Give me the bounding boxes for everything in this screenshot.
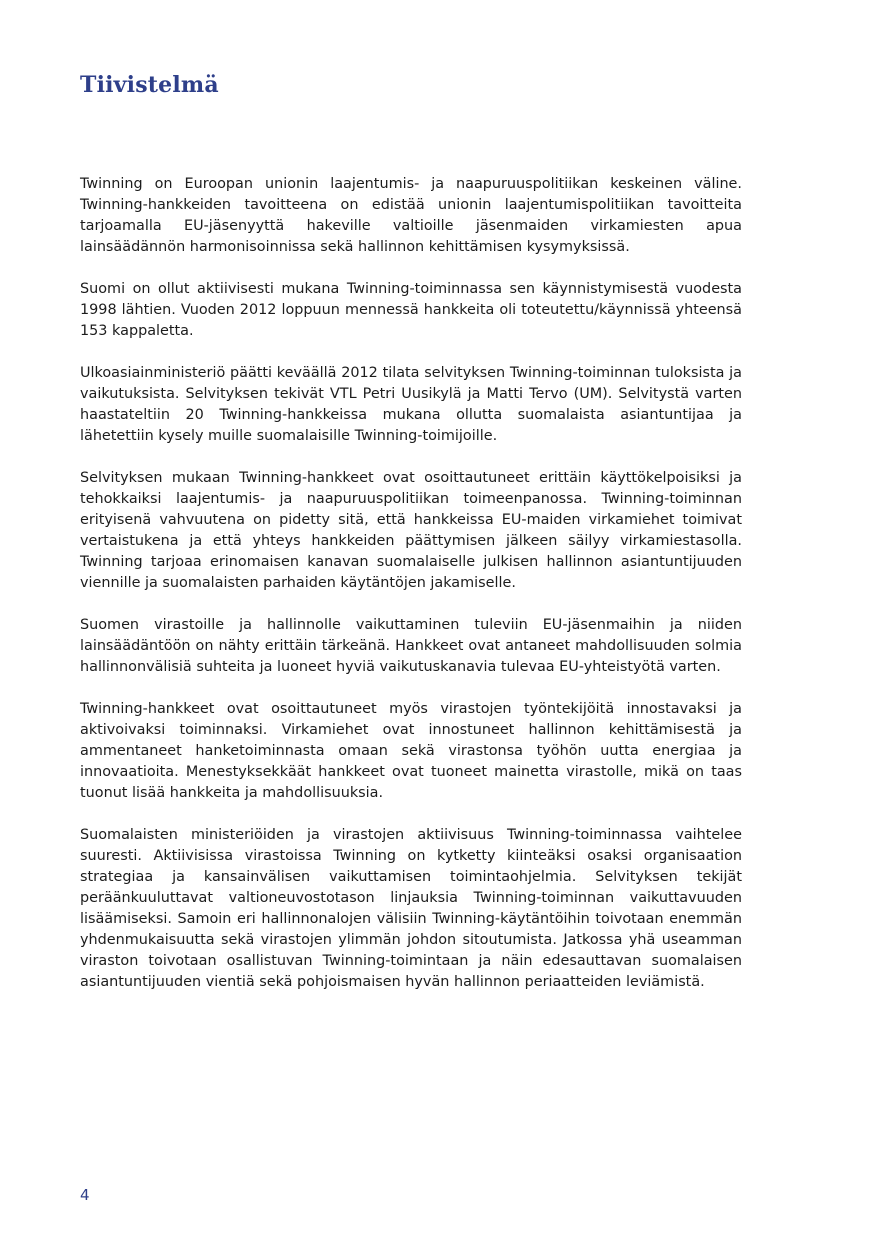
paragraph-3: Ulkoasiainministeriö päätti keväällä 2012 tilata selvityksen Twinning-toiminnan tuloksista ja vaikutuksista. Selvityksen tekivät VTL Petri Uusikylä ja Matti Tervo (UM). Selvitystä varten haastateltiin 20 Twinning-hankkeissa mukana ollutta suomalaista asiantuntijaa ja lähetettiin kysely muille suomalaisille Twinning-toimijoille. [80,365,742,444]
page-number: 4 [80,1186,90,1204]
page-title: Tiivistelmä [80,72,219,98]
paragraph-6: Twinning-hankkeet ovat osoittautuneet myös virastojen työntekijöitä innostavaksi ja aktivoivaksi toiminnaksi. Virkamiehet ovat innostuneet hallinnon kehittämisestä ja ammentaneet hanketoiminnasta omaan sekä virastonsa työhön uutta energiaa ja innovaatioita. Menestyksekkäät hankkeet ovat tuoneet mainetta virastolle, mikä on taas tuonut lisää hankkeita ja mahdollisuuksia. [80,701,742,801]
paragraph-4: Selvityksen mukaan Twinning-hankkeet ovat osoittautuneet erittäin käyttökelpoisiksi ja tehokkaiksi laajentumis- ja naapuruuspolitiikan toimeenpanossa. Twinning-toiminnan erityisenä vahvuutena on pidetty sitä, että hankkeissa EU-maiden virkamiehet toimivat vertaistukena ja että yhteys hankkeiden päättymisen jälkeen säilyy virkamiestasolla. Twinning tarjoaa erinomaisen kanavan suomalaiselle julkisen hallinnon asiantuntijuuden viennille ja suomalaisten parhaiden käytäntöjen jakamiselle. [80,470,742,591]
paragraph-2: Suomi on ollut aktiivisesti mukana Twinning-toiminnassa sen käynnistymisestä vuodesta 1998 lähtien. Vuoden 2012 loppuun mennessä hankkeita oli toteutettu/käynnissä yhteensä 153 kappaletta. [80,281,742,339]
paragraph-1: Twinning on Euroopan unionin laajentumis- ja naapuruuspolitiikan keskeinen väline. Twinning-hankkeiden tavoitteena on edistää unionin laajentumispolitiikan tavoitteita tarjoamalla EU-jäsenyyttä hakeville valtioille jäsenmaiden virkamiesten apua lainsäädännön harmonisoinnissa sekä hallinnon kehittämisen kysymyksissä. [80,176,742,255]
paragraph-5: Suomen virastoille ja hallinnolle vaikuttaminen tuleviin EU-jäsenmaihin ja niiden lainsäädäntöön on nähty erittäin tärkeänä. Hankkeet ovat antaneet mahdollisuuden solmia hallinnonvälisiä suhteita ja luoneet hyviä vaikutuskanavia tulevaa EU-yhteistyötä varten. [80,617,742,675]
paragraph-7: Suomalaisten ministeriöiden ja virastojen aktiivisuus Twinning-toiminnassa vaihtelee suuresti. Aktiivisissa virastoissa Twinning on kytketty kiinteäksi osaksi organisaation strategiaa ja kansainvälisen vaikuttamisen toimintaohjelmia. Selvityksen tekijät peräänkuuluttavat valtioneuvostotason linjauksia Twinning-toiminnan vaikuttavuuden lisäämiseksi. Samoin eri hallinnonalojen välisiin Twinning-käytäntöihin toivotaan enemmän yhdenmukaisuutta sekä virastojen ylimmän johdon sitoutumista. Jatkossa yhä useamman viraston toivotaan osallistuvan Twinning-toimintaan ja näin edesauttavan suomalaisen asiantuntijuuden vientiä sekä pohjoismaisen hyvän hallinnon periaatteiden leviämistä. [80,827,742,990]
body-text [80,174,742,1014]
